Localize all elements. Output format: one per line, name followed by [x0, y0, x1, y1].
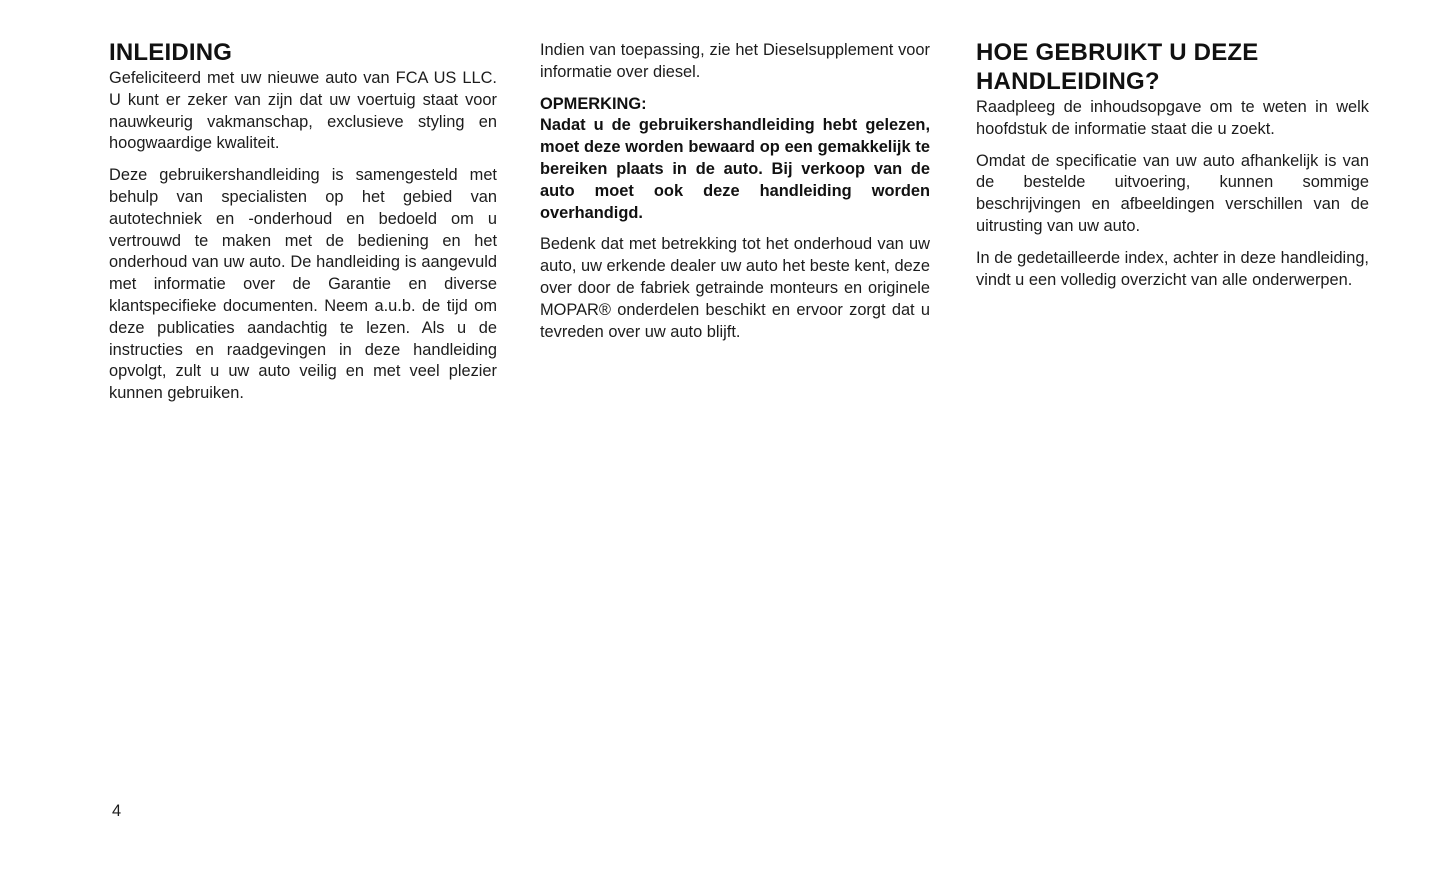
usage-paragraph-1: Raadpleeg de inhoudsopgave om te weten in welk hoofdstuk de informatie staat die u zoekt.	[976, 98, 1369, 138]
note-text: Nadat u de gebruikershandleiding hebt gelezen, moet deze worden bewaard op een gemakkelijk te bereiken plaats in de auto. Bij verkoop van de auto moet ook deze handleiding worden overhandigd.	[540, 116, 930, 222]
usage-paragraph-2: Omdat de specificatie van uw auto afhankelijk is van de bestelde uitvoering, kunnen sommige beschrijvingen en afbeeldingen verschillen van de uitrusting van uw auto.	[976, 151, 1369, 235]
page-number: 4	[112, 802, 122, 820]
usage-heading: HOE GEBRUIKT U DEZE HANDLEIDING?	[976, 39, 1259, 95]
intro-column	[109, 38, 497, 415]
note-label: OPMERKING:	[540, 94, 647, 113]
dealer-paragraph: Bedenk dat met betrekking tot het onderhoud van uw auto, uw erkende dealer uw auto het beste kent, deze over door de fabriek getrainde monteurs en originele MOPAR® onderdelen beschikt en ervoor zorgt dat u tevreden over uw auto blijft.	[540, 235, 930, 341]
intro-paragraph-1: Gefeliciteerd met uw nieuwe auto van FCA US LLC. U kunt er zeker van zijn dat uw voertuig staat voor nauwkeurig vakmanschap, exclusieve styling en hoogwaardige kwaliteit.	[109, 69, 497, 153]
usage-column	[976, 38, 1369, 301]
diesel-supplement-paragraph: Indien van toepassing, zie het Dieselsupplement voor informatie over diesel.	[540, 41, 930, 81]
middle-column	[540, 40, 930, 353]
usage-paragraph-3: In de gedetailleerde index, achter in deze handleiding, vindt u een volledig overzicht van alle onderwerpen.	[976, 248, 1369, 289]
intro-heading: INLEIDING	[109, 39, 233, 66]
intro-paragraph-2: Deze gebruikershandleiding is samengesteld met behulp van specialisten op het gebied van autotechniek en -onderhoud en bedoeld om u vertrouwd te maken met de bediening en het onderhoud van uw auto. De handleiding is aangevuld met informatie over de Garantie en diverse klantspecifieke documenten. Neem a.u.b. de tijd om deze publicaties aandachtig te lezen. Als u de instructies en raadgevingen in deze handleiding opvolgt, zult u uw auto veilig en met veel plezier kunnen gebruiken.	[109, 166, 497, 403]
